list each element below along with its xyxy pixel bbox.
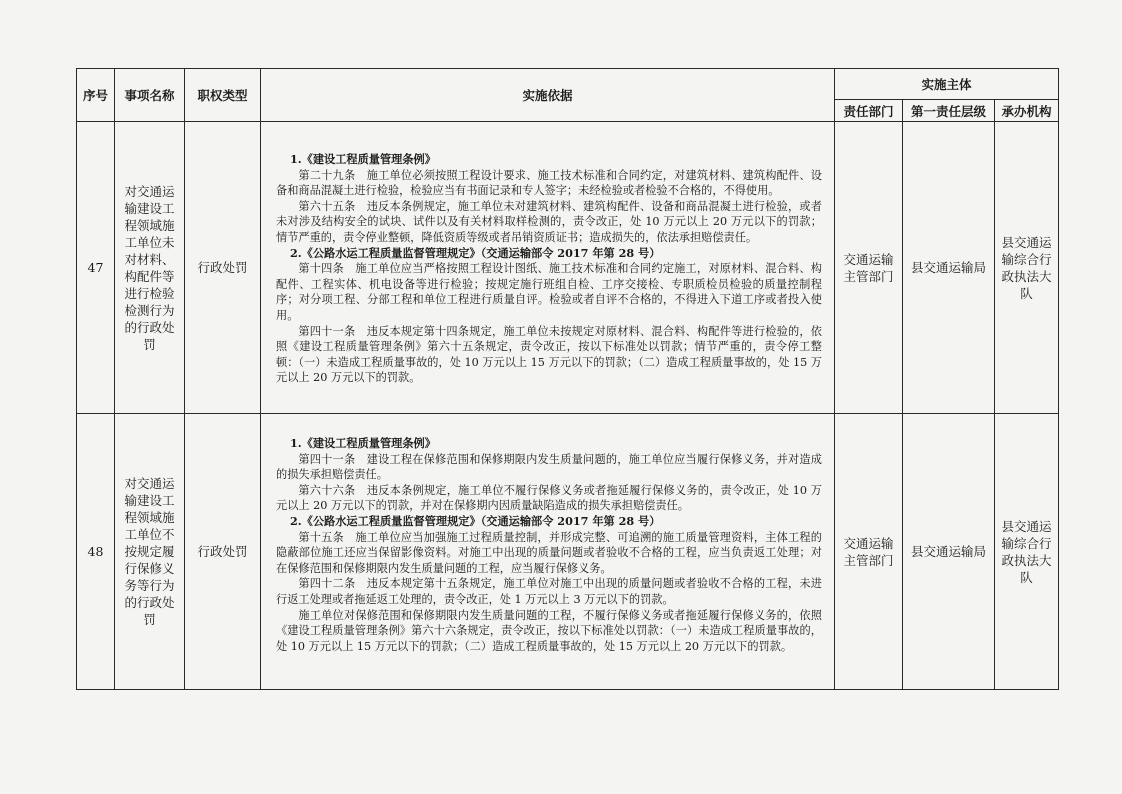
- row-first-level: 县交通运输局: [903, 414, 995, 690]
- col-header-first-level: 第一责任层级: [903, 100, 995, 122]
- row-resp-dept: 交通运输主管部门: [835, 122, 903, 414]
- row-power-type: 行政处罚: [185, 122, 261, 414]
- basis-article: 第四十二条 违反本规定第十五条规定，施工单位对施工中出现的质量问题或者验收不合格的工程，未进行返工处理或者拖延返工处理的，责令改正，处 1 万元以上 3 万元以下的罚款。: [276, 577, 822, 606]
- header-row-1: [77, 69, 1059, 100]
- basis-article: 第十四条 施工单位应当严格按照工程设计图纸、施工技术标准和合同约定施工，对原材料、混合料、构配件、工程实体、机电设备等进行检验；按规定施行班组自检、工序交接检、专职质检员检验的质量控制程序；对分项工程、分部工程和单位工程进行质量自评。检验或者自评不合格的，不得进入下道工序或者投入使用。: [276, 262, 822, 322]
- power-list-table: [76, 68, 1059, 690]
- row-agency: 县交通运输综合行政执法大队: [995, 414, 1059, 690]
- col-header-subject: 实施主体: [835, 69, 1059, 100]
- row-item-name: 对交通运输建设工程领域施工单位不按规定履行保修义务等行为的行政处罚: [115, 414, 185, 690]
- col-header-resp-dept: 责任部门: [835, 100, 903, 122]
- row-power-type: 行政处罚: [185, 414, 261, 690]
- basis-article: 第二十九条 施工单位必须按照工程设计要求、施工技术标准和合同约定，对建筑材料、建筑构配件、设备和商品混凝土进行检验，检验应当有书面记录和专人签字；未经检验或者检验不合格的，不得使用。: [276, 168, 822, 198]
- table-row: [77, 122, 1059, 414]
- basis-article: 第六十六条 违反本条例规定，施工单位不履行保修义务或者拖延履行保修义务的，责令改正，处 10 万元以上 20 万元以下的罚款，并对在保修期内因质量缺陷造成的损失承担赔偿责任。: [276, 483, 822, 513]
- row-basis: [261, 122, 835, 414]
- row-agency: 县交通运输综合行政执法大队: [995, 122, 1059, 414]
- col-header-basis: 实施依据: [261, 69, 835, 122]
- basis-article: 第四十一条 建设工程在保修范围和保修期限内发生质量问题的，施工单位应当履行保修义务，并对造成的损失承担赔偿责任。: [276, 452, 822, 482]
- basis-law-title: 2.《公路水运工程质量监督管理规定》（交通运输部令 2017 年第 28 号）: [290, 245, 661, 260]
- basis-law-title: 1.《建设工程质量管理条例》: [290, 436, 436, 450]
- row-first-level: 县交通运输局: [903, 122, 995, 414]
- basis-article: 施工单位对保修范围和保修期限内发生质量问题的工程，不履行保修义务或者拖延履行保修义务的，依照《建设工程质量管理条例》第六十六条规定，责令改正，按以下标准处以罚款：（一）未造成工程质量事故的，处 10 万元以上 15 万元以下的罚款；（二）造成工程质量事故的，处 15 万元以上 20 万元以下的罚款。: [276, 608, 822, 653]
- row-item-name: 对交通运输建设工程领域施工单位未对材料、构配件等进行检验检测行为的行政处罚: [115, 122, 185, 414]
- basis-law-title: 1.《建设工程质量管理条例》: [290, 152, 436, 166]
- row-basis: [261, 414, 835, 690]
- col-header-power-type: 职权类型: [185, 69, 261, 122]
- col-header-seq: 序号: [77, 69, 115, 122]
- basis-article: 第六十五条 违反本条例规定，施工单位未对建筑材料、建筑构配件、设备和商品混凝土进行检验，或者未对涉及结构安全的试块、试件以及有关材料取样检测的，责令改正，处 10 万元以上 20 万元以下的罚款；情节严重的，责令停业整顿，降低资质等级或者吊销资质证书；造成损失的，依法承担赔偿责任。: [276, 199, 822, 244]
- row-resp-dept: 交通运输主管部门: [835, 414, 903, 690]
- row-seq: 48: [77, 414, 115, 690]
- basis-article: 第四十一条 违反本规定第十四条规定，施工单位未按规定对原材料、混合料、构配件等进行检验的，依照《建设工程质量管理条例》第六十五条规定，责令改正，按以下标准处以罚款；情节严重的，责令停工整顿：（一）未造成工程质量事故的，处 10 万元以上 15 万元以下的罚款；（二）造成工程质量事故的，处 15 万元以上 20 万元以下的罚款。: [276, 324, 822, 385]
- table-row: [77, 414, 1059, 690]
- col-header-agency: 承办机构: [995, 100, 1059, 122]
- row-seq: 47: [77, 122, 115, 414]
- basis-article: 第十五条 施工单位应当加强施工过程质量控制，并形成完整、可追溯的施工质量管理资料，主体工程的隐蔽部位施工还应当保留影像资料。对施工中出现的质量问题或者验收不合格的工程，应当负责返工处理；对在保修范围和保修期限内发生质量问题的工程，应当履行保修义务。: [276, 530, 822, 575]
- col-header-item-name: 事项名称: [115, 69, 185, 122]
- basis-law-title: 2.《公路水运工程质量监督管理规定》（交通运输部令 2017 年第 28 号）: [290, 513, 661, 528]
